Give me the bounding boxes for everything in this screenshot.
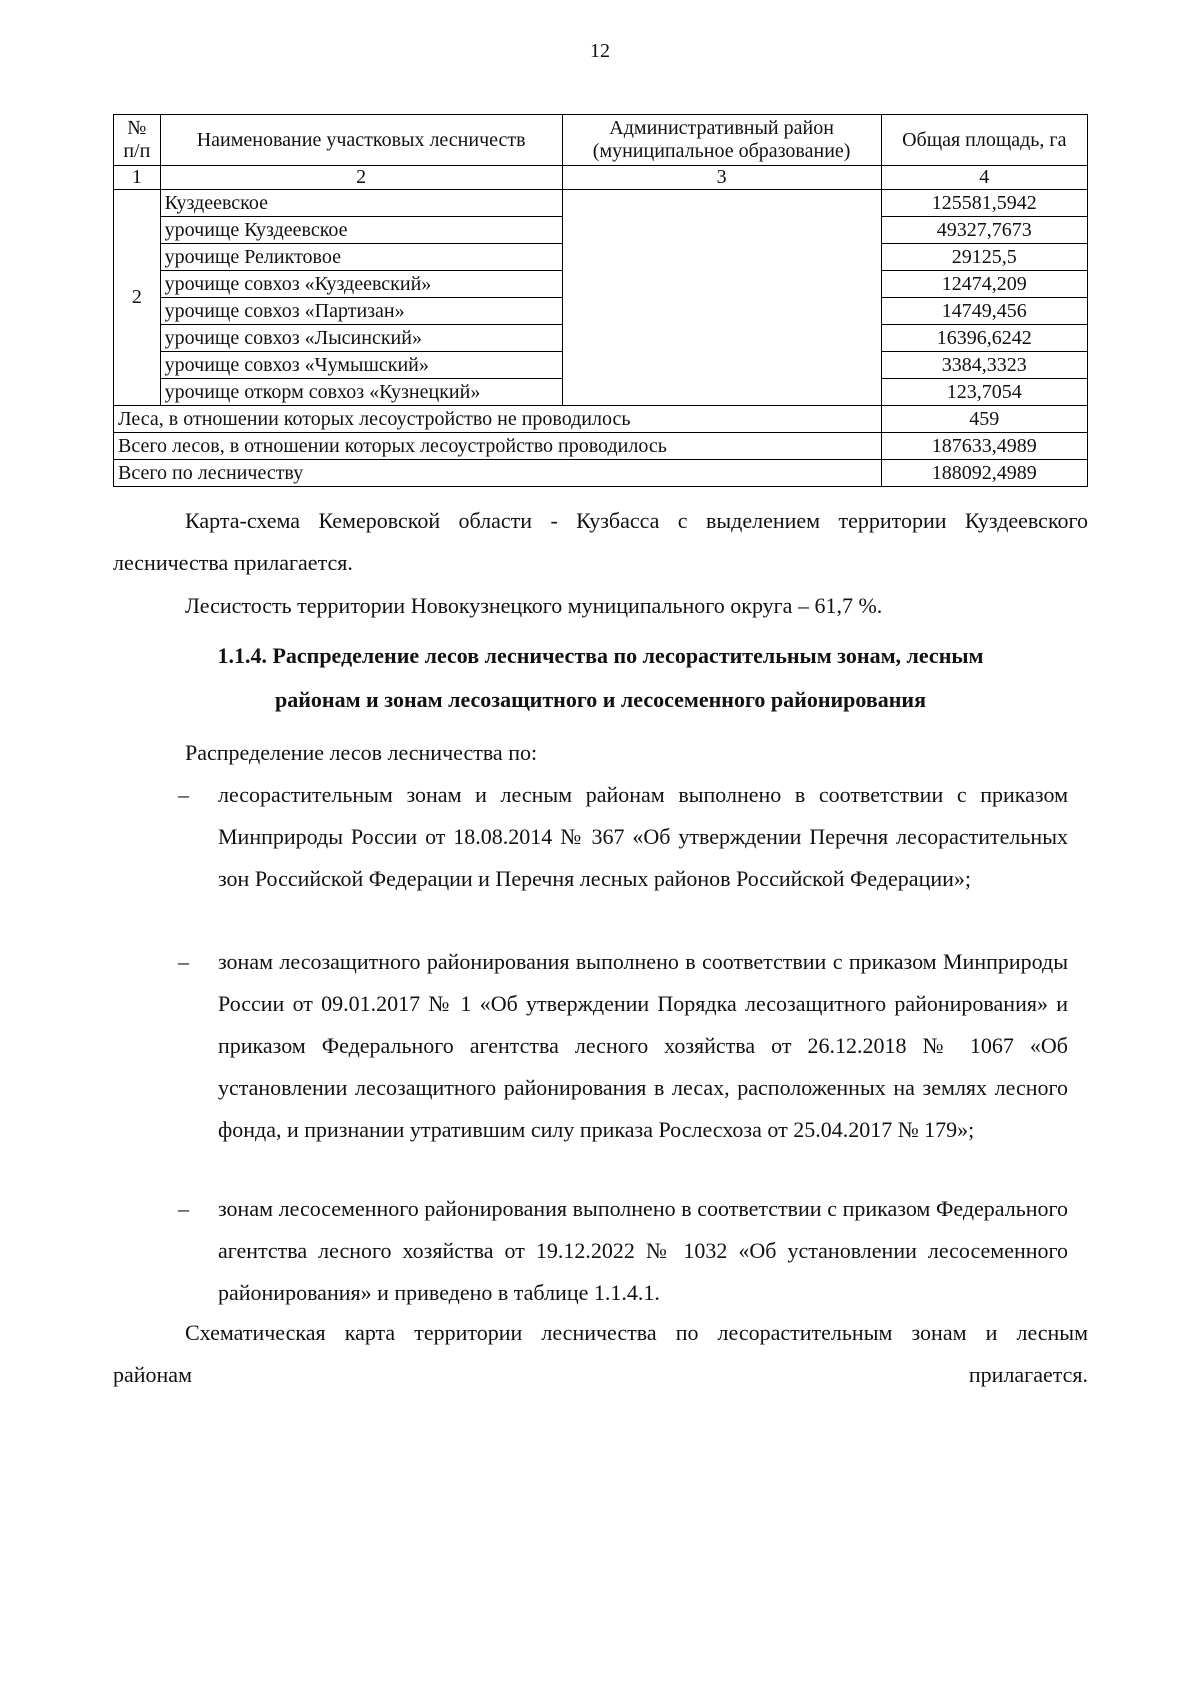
forestry-area-table	[113, 114, 1088, 487]
summary-value: 187633,4989	[881, 433, 1087, 460]
tract-area: 16396,6242	[881, 325, 1087, 352]
schematic-paragraph: Схематическая карта территории лесничества по лесорастительным зонам и лесным	[185, 1320, 1088, 1345]
schematic-word-left: районам	[113, 1362, 192, 1387]
bullet-dash: –	[178, 949, 189, 974]
tract-area: 12474,209	[881, 271, 1087, 298]
tract-name: урочище Реликтовое	[160, 244, 562, 271]
column-index-row	[114, 166, 1088, 190]
bullet-item	[178, 941, 1068, 1151]
map-note-paragraph: Карта-схема Кемеровской области - Кузбасса с выделением территории Куздеевского лесничества прилагается.	[113, 508, 1088, 575]
header-name: Наименование участковых лесничеств	[160, 115, 562, 166]
tract-name: урочище Куздеевское	[160, 217, 562, 244]
forestry-area: 125581,5942	[881, 190, 1087, 217]
tract-area: 123,7054	[881, 379, 1087, 406]
summary-value: 459	[881, 406, 1087, 433]
bullet-text: зонам лесозащитного районирования выполнено в соответствии с приказом Минприроды России от 09.01.2017 № 1 «Об утверждении Порядка лесозащитного районирования» и приказом Федерального агентства лесного хозяйства от 26.12.2018 № 1067 «Об установлении лесозащитного районирования в лесах, расположенных на землях лесного фонда, и признании утратившим силу приказа Рослесхоза от 25.04.2017 № 179»;	[218, 949, 1068, 1142]
column-index: 2	[160, 166, 562, 190]
tract-name: урочище совхоз «Куздеевский»	[160, 271, 562, 298]
schematic-last-line	[113, 1354, 1088, 1396]
column-index: 1	[114, 166, 161, 190]
tract-name: урочище совхоз «Партизан»	[160, 298, 562, 325]
summary-value: 188092,4989	[881, 460, 1087, 487]
tract-name: урочище откорм совхоз «Кузнецкий»	[160, 379, 562, 406]
summary-label: Всего по лесничеству	[114, 460, 882, 487]
summary-label: Леса, в отношении которых лесоустройство не проводилось	[114, 406, 882, 433]
intro-paragraph: Распределение лесов лесничества по:	[185, 740, 538, 765]
bullet-item	[178, 1188, 1068, 1314]
tract-area: 49327,7673	[881, 217, 1087, 244]
column-index: 3	[562, 166, 881, 190]
forest-cover-paragraph: Лесистость территории Новокузнецкого муниципального округа – 61,7 %.	[185, 593, 883, 618]
tract-area: 3384,3323	[881, 352, 1087, 379]
tract-name: урочище совхоз «Лысинский»	[160, 325, 562, 352]
bullet-item	[178, 774, 1068, 900]
district-cell	[562, 190, 881, 406]
bullet-dash: –	[178, 782, 189, 807]
schematic-word-right: прилагается.	[968, 1362, 1088, 1387]
section-heading: 1.1.4. Распределение лесов лесничества по лесорастительным зонам, лесным районам и зонам лесозащитного и лесосеменного районирования	[217, 643, 984, 712]
bullet-dash: –	[178, 1196, 189, 1221]
table-header-row	[114, 115, 1088, 166]
bullet-text: зонам лесосеменного районирования выполнено в соответствии с приказом Федерального агентства лесного хозяйства от 19.12.2022 № 1032 «Об установлении лесосеменного районирования» и приведено в таблице 1.1.4.1.	[218, 1196, 1068, 1305]
summary-row	[114, 433, 1088, 460]
column-index: 4	[881, 166, 1087, 190]
header-area: Общая площадь, га	[881, 115, 1087, 166]
forestry-name: Куздеевское	[160, 190, 562, 217]
table-row	[114, 190, 1088, 217]
bullet-text: лесорастительным зонам и лесным районам выполнено в соответствии с приказом Минприроды России от 18.08.2014 № 367 «Об утверждении Перечня лесорастительных зон Российской Федерации и Перечня лесных районов Российской Федерации»;	[218, 782, 1068, 891]
summary-row	[114, 406, 1088, 433]
header-district: Административный район (муниципальное образование)	[562, 115, 881, 166]
row-number: 2	[114, 190, 161, 406]
summary-row	[114, 460, 1088, 487]
tract-area: 29125,5	[881, 244, 1087, 271]
tract-name: урочище совхоз «Чумышский»	[160, 352, 562, 379]
tract-area: 14749,456	[881, 298, 1087, 325]
header-number: № п/п	[114, 115, 161, 166]
summary-label: Всего лесов, в отношении которых лесоустройство проводилось	[114, 433, 882, 460]
page-number: 12	[590, 40, 610, 62]
